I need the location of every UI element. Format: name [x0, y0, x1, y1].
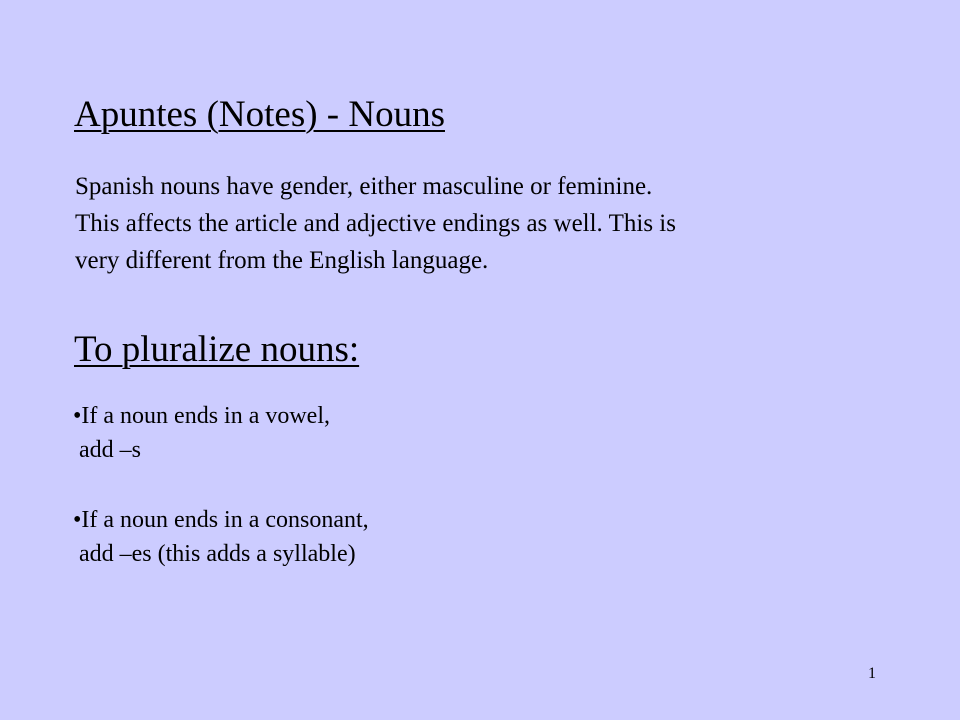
section-heading: To pluralize nouns: — [74, 329, 360, 370]
rule-condition: •If a noun ends in a vowel, — [73, 403, 331, 429]
intro-paragraph — [75, 168, 865, 279]
intro-line: Spanish nouns have gender, either masculine or feminine. — [75, 173, 653, 200]
rule-condition: •If a noun ends in a consonant, — [73, 507, 369, 533]
rule-action: add –s — [79, 437, 141, 463]
page-number: 1 — [868, 665, 876, 682]
intro-line: very different from the English language. — [75, 247, 489, 274]
rule-consonant — [73, 503, 369, 571]
rule-action: add –es (this adds a syllable) — [79, 541, 356, 567]
slide-title: Apuntes (Notes) - Nouns — [74, 94, 445, 135]
intro-line: This affects the article and adjective endings as well. This is — [75, 210, 676, 237]
rule-vowel — [73, 399, 330, 467]
